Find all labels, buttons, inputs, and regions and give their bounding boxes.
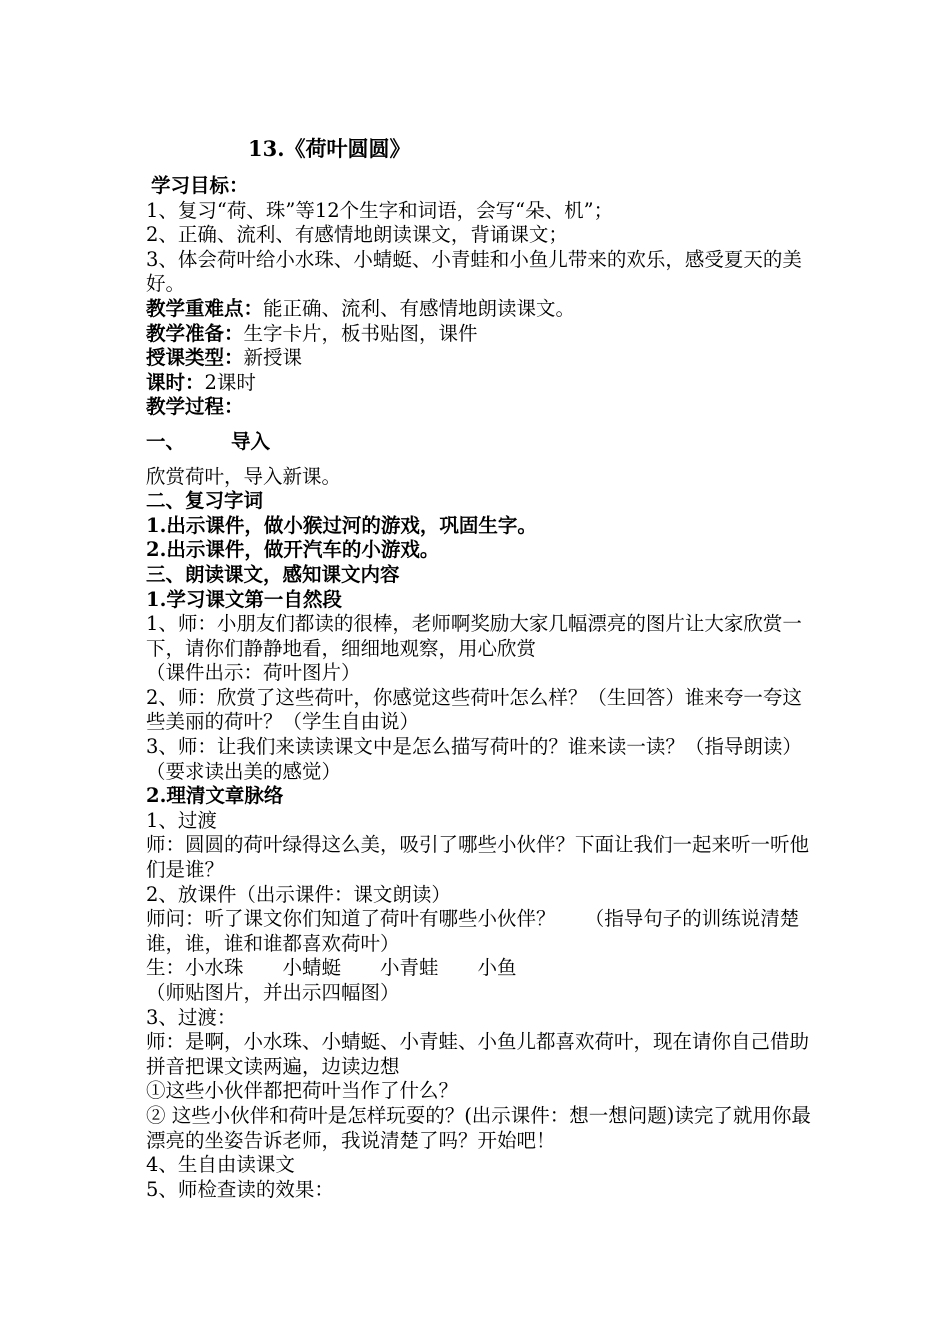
section-2-item: 2.出示课件，做开汽车的小游戏。: [146, 538, 440, 562]
section-3-heading: 三、朗读课文，感知课文内容: [146, 562, 400, 586]
paragraph: 5、师检查读的效果：: [146, 1177, 334, 1201]
paragraph: 生：小水珠 小蜻蜓 小青蛙 小鱼: [146, 956, 517, 980]
key-points-value: 能正确、流利、有感情地朗读课文。: [263, 296, 576, 320]
class-type-line: [146, 346, 811, 371]
paragraph: 师：是啊，小水珠、小蜻蜓、小青蛙、小鱼儿都喜欢荷叶，现在请你自己借助拼音把课文读两遍，边读边想: [146, 1030, 810, 1078]
subsection-heading: 1.学习课文第一自然段: [146, 587, 342, 611]
paragraph: 3、过渡：: [146, 1005, 237, 1029]
class-type-value: 新授课: [243, 346, 303, 370]
paragraph: 1、过渡: [146, 808, 217, 832]
section-1-text: 欣赏荷叶，导入新课。: [146, 464, 342, 488]
paragraph: ② 这些小伙伴和荷叶是怎样玩耍的？(出示课件：想一想问题)读完了就用你最漂亮的坐姿告诉老师，我说清楚了吗？开始吧！: [146, 1103, 811, 1152]
lesson-title: 13.《荷叶圆圆》: [248, 136, 411, 161]
preparation-line: [146, 322, 811, 347]
paragraph: 3、师：让我们来读读课文中是怎么描写荷叶的？谁来读一读？（指导朗读）（要求读出美的感觉）: [146, 735, 802, 783]
section-2-heading: 二、复习字词: [146, 489, 264, 513]
section-1-heading: [146, 430, 811, 455]
objective-item: 3、体会荷叶给小水珠、小蜻蜓、小青蛙和小鱼儿带来的欢乐，感受夏天的美好。: [146, 247, 802, 296]
key-points-label: 教学重难点：: [146, 296, 264, 320]
paragraph: 师：圆圆的荷叶绿得这么美，吸引了哪些小伙伴？下面让我们一起来听一听他们是谁？: [146, 833, 810, 882]
subsection-heading: 2.理清文章脉络: [146, 784, 284, 808]
preparation-value: 生字卡片，板书贴图，课件: [243, 321, 478, 345]
paragraph: ①这些小伙伴都把荷叶当作了什么？: [146, 1079, 459, 1103]
key-points-line: [146, 297, 811, 322]
paragraph: 2、师：欣赏了这些荷叶，你感觉这些荷叶怎么样？（生回答）谁来夸一夸这些美丽的荷叶？（学生自由说）: [146, 685, 802, 734]
objective-item: 1、复习“荷、珠”等12个生字和词语，会写“朵、机”；: [146, 198, 614, 222]
section-1-number: 一、: [146, 429, 186, 453]
document-body: [146, 174, 811, 1202]
class-hours-value: 2课时: [204, 370, 256, 394]
objective-item: 2、正确、流利、有感情地朗读课文，背诵课文；: [146, 223, 568, 247]
preparation-label: 教学准备：: [146, 321, 244, 345]
paragraph: （课件出示：荷叶图片）: [146, 661, 361, 685]
paragraph: 2、放课件（出示课件：课文朗读）: [146, 882, 451, 906]
class-type-label: 授课类型：: [146, 346, 244, 370]
objectives-heading: 学习目标：: [151, 174, 249, 197]
paragraph: 1、师：小朋友们都读的很棒，老师啊奖励大家几幅漂亮的图片让大家欣赏一下，请你们静静地看，细细地观察，用心欣赏: [146, 612, 802, 660]
class-hours-label: 课时：: [146, 370, 205, 394]
process-heading: 教学过程：: [146, 395, 244, 419]
section-2-item: 1.出示课件，做小猴过河的游戏，巩固生字。: [146, 513, 537, 537]
paragraph: 师问：听了课文你们知道了荷叶有哪些小伙伴？ （指导句子的训练说清楚谁，谁，谁和谁都喜欢荷叶）: [146, 907, 800, 955]
section-1-title: 导入: [231, 429, 271, 453]
paragraph: 4、生自由读课文: [146, 1153, 295, 1177]
paragraph: （师贴图片，并出示四幅图）: [146, 981, 400, 1004]
class-hours-line: [146, 371, 811, 396]
